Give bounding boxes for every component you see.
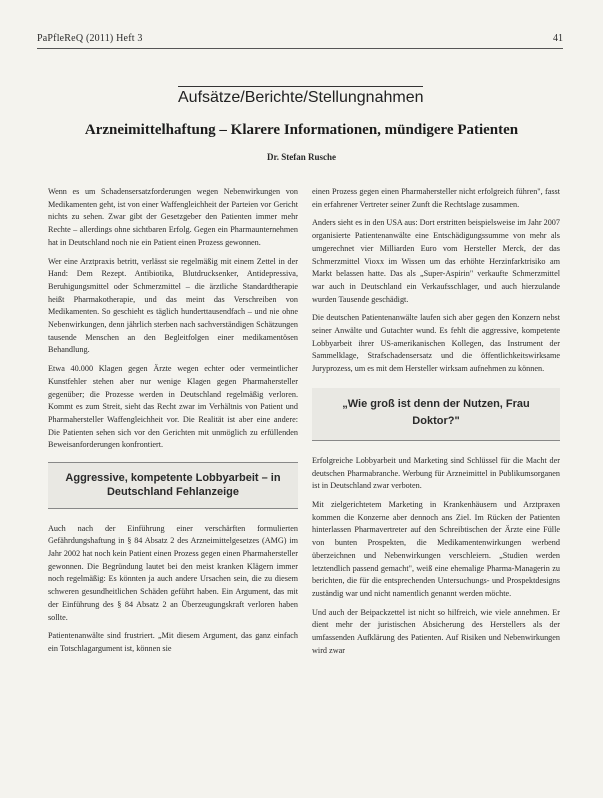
page-number: 41 [553, 33, 563, 44]
paragraph: Die deutschen Patientenanwälte laufen sich aber gegen den Konzern nebst seiner Anwälte und Gutachter wund. Es fehlt die aggressive, kompetente Lobbyarbeit ihrer US-amerikanischen Kollegen, das Instrument der Sammelklage, Strafschadensersatz und die öffentlichkeitswirksame Juryprozess, um es mit dem Hersteller wirksam aufnehmen zu können. [312, 313, 560, 374]
right-column [312, 186, 560, 663]
paragraph: Patientenanwälte sind frustriert. „Mit diesem Argument, das ganz einfach ein Totschlagargument ist, können sie [48, 631, 298, 653]
left-column [48, 186, 298, 662]
article-title: Arzneimittelhaftung – Klarere Informationen, mündigere Patienten [84, 122, 519, 138]
header-rule [37, 48, 563, 49]
paragraph: Erfolgreiche Lobbyarbeit und Marketing sind Schlüssel für die Macht der deutschen Pharmabranche. Werbung für Arzneimittel in Publikumsorganen ist in Deutschland zwar verboten. [312, 455, 560, 491]
paragraph: Wenn es um Schadensersatzforderungen wegen Nebenwirkungen von Medikamenten geht, ist von einer Waffengleichheit der Parteien vor Gericht nichts zu sehen. Zwar gibt der Gesetzgeber den Patienten immer mehr Rechte – allerdings ohne sichtbaren Erfolg. Gegen ein Pharmaunternehmen hat in Deutschland noch nie ein Patient einen Prozess gewonnen. [48, 187, 298, 247]
subheading: „Wie groß ist denn der Nutzen, Frau Doktor?" [312, 388, 560, 441]
journal-header: PaPfleReQ (2011) Heft 3 [37, 33, 143, 44]
subheading: Aggressive, kompetente Lobbyarbeit – in Deutschland Fehlanzeige [48, 462, 298, 509]
paragraph: Und auch der Beipackzettel ist nicht so hilfreich, wie viele annehmen. Er dient mehr der juristischen Absicherung des Herstellers als der umfassenden Aufklärung des Patienten. Auf Risiken und Nebenwirkungen wird zwar [312, 607, 560, 655]
paragraph: Anders sieht es in den USA aus: Dort erstritten beispielsweise im Jahr 2007 organisierte Patientenanwälte eine Entschädigungssumme von mehr als umgerechnet vier Milliarden Euro vom Hersteller Merck, der das Schmerzmittel Vioxx im Wissen um das erhöhte Herzinfarktrisiko am Markt belassen hatte. Das als „Super-Aspirin" verkaufte Schmerzmittel war auch in Deutschland ein Verkaufsschlager, und auch hierzulande wurden Tausende geschädigt. [312, 218, 560, 304]
paragraph: Mit zielgerichtetem Marketing in Krankenhäusern und Arztpraxen kommen die Konzerne aber dennoch ans Ziel. Im Rücken der Patienten hinterlassen Pharmavertreter auf den Schreibtischen der Ärzte eine Fülle von bunten Prospekten, die Medikamentenwirkungen werbend überzeichnen und Nebenwirkungen verschleiern. „Studien werden letztendlich passend gemacht", weiß eine ehemalige Pharma-Managerin zu berichten, die für die entsprechenden Untersuchungs- und Prospektdesigns zuständig war und nicht namentlich genannt werden möchte. [312, 500, 560, 598]
paragraph: Etwa 40.000 Klagen gegen Ärzte wegen echter oder vermeintlicher Kunstfehler stehen aber nur wenige Klagen gegen Pharmahersteller gegenüber; die Prozesse werden in Deutschland regelmäßig verloren. Kommt es zum Streit, sieht das Recht zwar im Verhältnis von Patient und Pharmahersteller Waffengleichheit vor. Die Realität ist aber eine andere: Die Patienten sehen sich vor den Gerichten mit unmöglich zu erfüllenden Beweisanforderungen konfrontiert. [48, 364, 298, 450]
article-author: Dr. Stefan Rusche [267, 152, 336, 162]
section-title: Aufsätze/Berichte/Stellungnahmen [178, 86, 423, 107]
paragraph: Wer eine Arztpraxis betritt, verlässt sie regelmäßig mit einem Zettel in der Hand: Dem Rezept. Antibiotika, Blutdrucksenker, Antidepressiva, Beruhigungsmittel oder Schmerzmittel – die ärztliche Standardtherapie heißt Pharmakotherapie, und das meint das Verschreiben von Medikamenten. So geschieht es täglich hunderttausendfach – und nie ohne Nebenwirkungen, denn jährlich sterben nach sachverständigen Schätzungen tausende Menschen an den Begleitfolgen einer medikamentösen Behandlung. [48, 256, 298, 355]
paragraph: Auch nach der Einführung einer verschärften formulierten Gefährdungshaftung in § 84 Absatz 2 des Arzneimittelgesetzes (AMG) im Jahr 2002 hat noch kein Patient einen Prozess gegen einen Pharmahersteller gewonnen. Die Begründung lautet bei den meist kranken Klägern immer noch regelmäßig: Es könnten ja auch andere Ursachen sein, die zu diesem schweren gesundheitlichen Schäden geführt haben. Ein Argument, das mit der Einführung des § 84 Absatz 2 an Überzeugungskraft verloren haben sollte. [48, 523, 298, 622]
paragraph: einen Prozess gegen einen Pharmahersteller nicht erfolgreich führen", fasst ein erfahrener Vertreter seiner Zunft die Rechtslage zusammen. [312, 187, 560, 209]
